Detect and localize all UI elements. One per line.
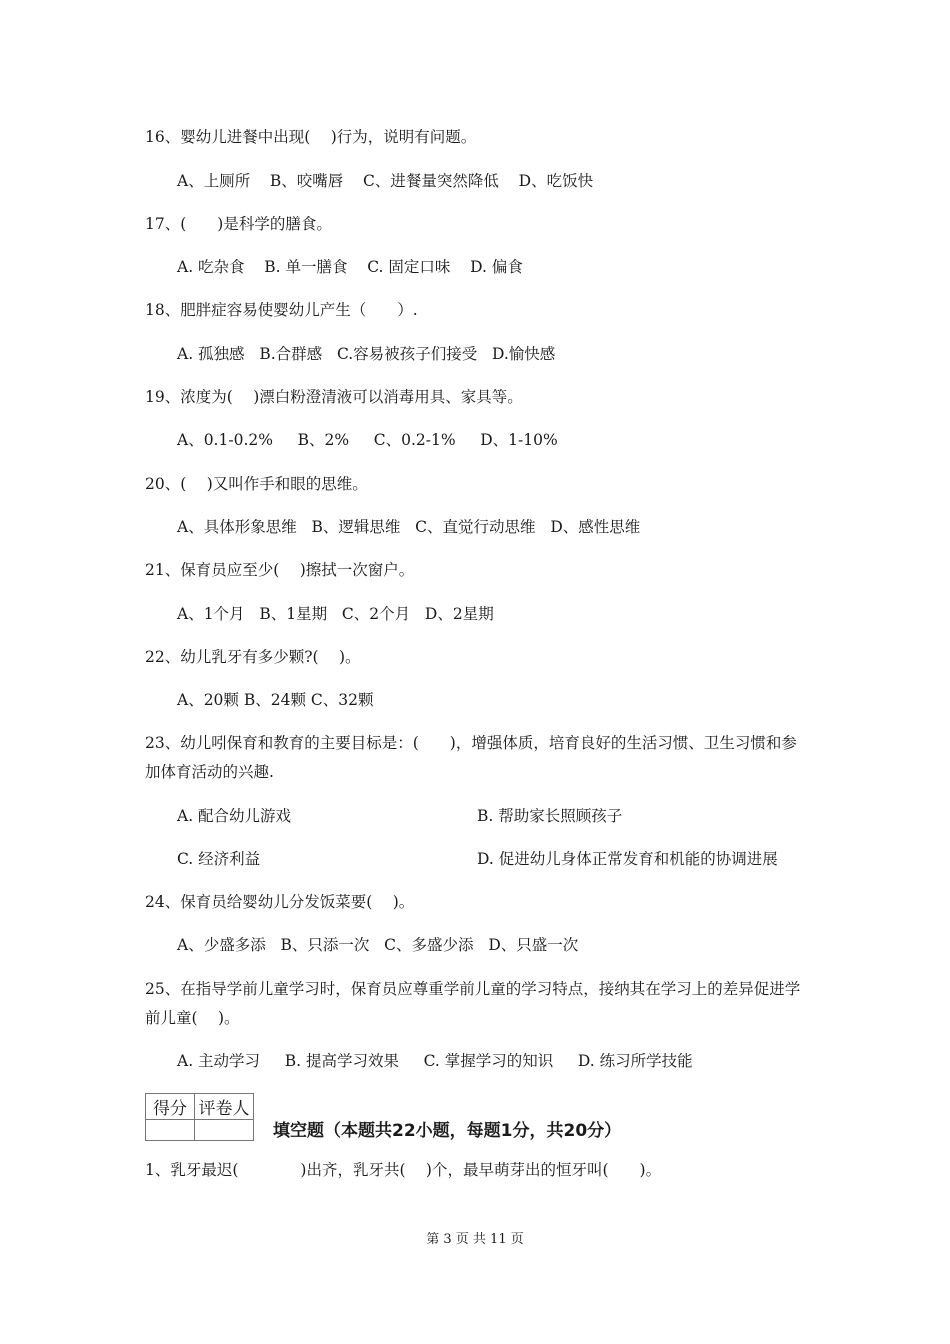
option-b: B、1星期 — [259, 605, 328, 623]
option-a: A、少盛多添 — [177, 936, 266, 954]
option-d: D. 练习所学技能 — [577, 1052, 693, 1070]
grader-cell — [195, 1120, 254, 1141]
score-header: 得分 — [146, 1094, 195, 1120]
question-23-option-b: B. 帮助家长照顾孩子 — [477, 807, 623, 825]
question-21-options — [177, 603, 494, 625]
option-a: A. 孤独感 — [177, 345, 245, 363]
question-25-stem: 25、在指导学前儿童学习时，保育员应尊重学前儿童的学习特点，接纳其在学习上的差异促进学前儿童( )。 — [145, 980, 801, 1027]
option-c: C、进餐量突然降低 — [363, 172, 499, 190]
option-b: B、咬嘴唇 — [269, 172, 344, 190]
question-23-option-a: A. 配合幼儿游戏 — [177, 807, 292, 825]
option-b: B、2% — [297, 431, 350, 449]
question-24-stem: 24、保育员给婴幼儿分发饭菜要( )。 — [145, 893, 415, 911]
grader-header: 评卷人 — [195, 1094, 254, 1120]
option-d: D、只盛一次 — [488, 936, 579, 954]
option-d: D、2星期 — [424, 605, 494, 623]
option-b: B. 单一膳食 — [264, 258, 348, 276]
option-c: C、2个月 — [341, 605, 411, 623]
option-a: A、0.1-0.2% — [177, 431, 273, 449]
question-16-stem: 16、婴幼儿进餐中出现( )行为，说明有问题。 — [145, 128, 477, 146]
option-c: C. 固定口味 — [367, 258, 451, 276]
option-d: D、1-10% — [480, 431, 558, 449]
option-a: A、1个月 — [177, 605, 245, 623]
section-title: 填空题（本题共22小题，每题1分，共20分） — [273, 1121, 622, 1141]
question-21-stem: 21、保育员应至少( )擦拭一次窗户。 — [145, 561, 415, 579]
option-d: D. 偏食 — [470, 258, 523, 276]
option-c: C、多盛少添 — [384, 936, 474, 954]
option-a: A. 主动学习 — [177, 1052, 261, 1070]
option-c: C、0.2-1% — [373, 431, 456, 449]
option-a: A. 吃杂食 — [177, 258, 245, 276]
question-25-options — [177, 1050, 693, 1072]
option-b: B、逻辑思维 — [311, 518, 401, 536]
option-b: B.合群感 — [259, 345, 323, 363]
question-19-options — [177, 429, 558, 451]
option-b: B. 提高学习效果 — [284, 1052, 399, 1070]
question-23-option-c: C. 经济利益 — [177, 850, 261, 868]
question-20-stem: 20、( )又叫作手和眼的思维。 — [145, 475, 368, 493]
fill-question-1: 1、乳牙最迟( )出齐，乳牙共( )个，最早萌芽出的恒牙叫( )。 — [145, 1161, 662, 1179]
question-24-options — [177, 934, 578, 956]
option-d: D、感性思维 — [550, 518, 641, 536]
option-c: C. 掌握学习的知识 — [423, 1052, 554, 1070]
question-16-options — [177, 170, 593, 192]
page-footer: 第 3 页 共 11 页 — [426, 1232, 524, 1247]
question-19-stem: 19、浓度为( )漂白粉澄清液可以消毒用具、家具等。 — [145, 388, 523, 406]
question-18-options — [177, 343, 555, 365]
question-20-options — [177, 516, 640, 538]
option-c: C.容易被孩子们接受 — [336, 345, 478, 363]
question-22-options: A、20颗 B、24颗 C、32颗 — [177, 691, 374, 709]
score-cell — [146, 1120, 195, 1141]
question-17-options — [177, 256, 523, 278]
question-23-option-d: D. 促进幼儿身体正常发育和机能的协调进展 — [477, 850, 778, 868]
score-table — [145, 1093, 254, 1141]
question-17-stem: 17、( )是科学的膳食。 — [145, 215, 332, 233]
option-d: D、吃饭快 — [518, 172, 594, 190]
option-a: A、上厕所 — [177, 172, 251, 190]
question-23-stem: 23、幼儿吲保育和教育的主要目标是：( )，增强体质，培育良好的生活习惯、卫生习惯和参加体育活动的兴趣. — [145, 734, 797, 781]
option-b: B、只添一次 — [280, 936, 370, 954]
option-d: D.愉快感 — [491, 345, 556, 363]
question-22-stem: 22、幼儿乳牙有多少颗?( )。 — [145, 648, 361, 666]
option-a: A、具体形象思维 — [177, 518, 297, 536]
option-c: C、直觉行动思维 — [415, 518, 536, 536]
question-18-stem: 18、肥胖症容易使婴幼儿产生（ ）. — [145, 301, 418, 319]
